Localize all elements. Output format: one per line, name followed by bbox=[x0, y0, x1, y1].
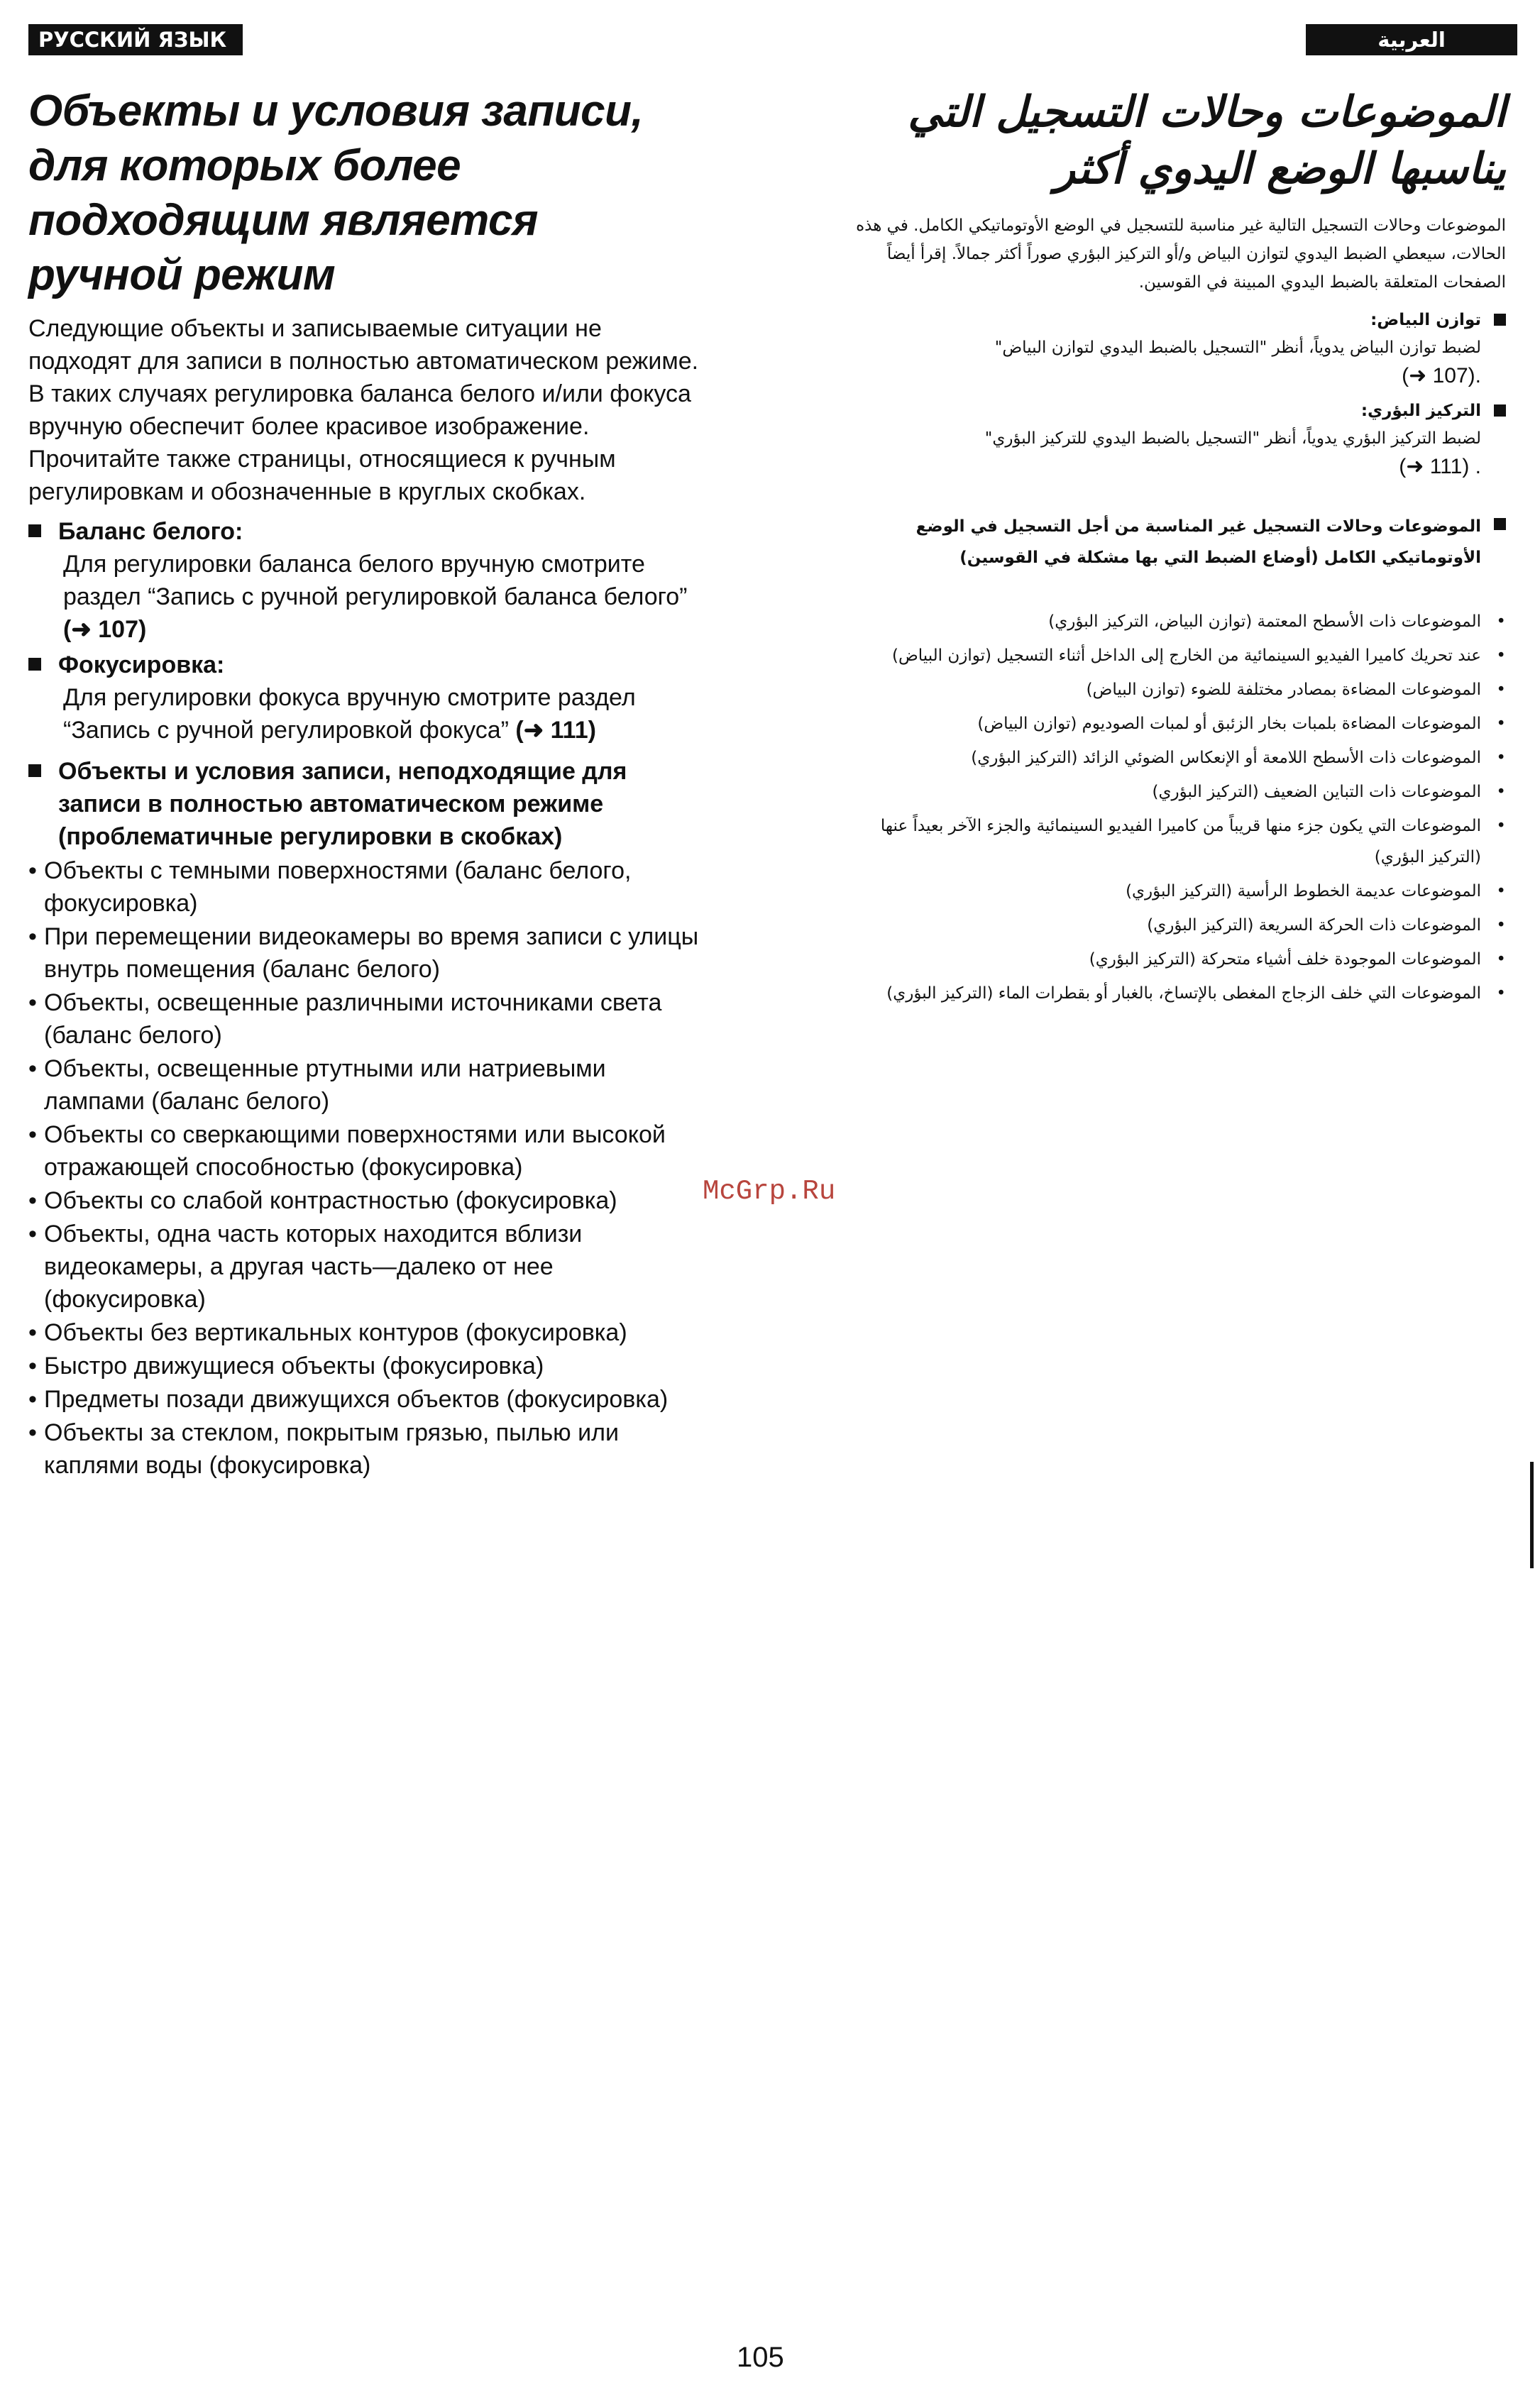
ru-title-line: Объекты и условия записи, bbox=[28, 87, 644, 136]
ar-focus-title: التركيز البؤري: bbox=[1360, 402, 1481, 420]
ru-focus-body bbox=[28, 681, 710, 747]
ar-problem-title: الموضوعات وحالات التسجيل غير المناسبة من أجل التسجيل في الوضع الأوتوماتيكي الكامل (أوضاع الضبط التي بها مشكلة في القوسين) bbox=[915, 517, 1481, 567]
russian-column bbox=[28, 84, 710, 1482]
list-item: • Объекты за стеклом, покрытым грязью, пылью или каплями воды (фокусировка) bbox=[28, 1416, 710, 1482]
ru-problem-heading bbox=[28, 755, 710, 853]
ru-page-title bbox=[28, 84, 710, 302]
square-bullet-icon bbox=[28, 524, 41, 537]
ar-white-balance-text: لضبط توازن البياض يدوياً، أنظر "التسجيل بالضبط اليدوي لتوازن البياض" bbox=[994, 338, 1481, 357]
ru-white-balance-body bbox=[28, 548, 710, 646]
ru-focus-heading bbox=[28, 649, 710, 681]
language-tab-russian: РУССКИЙ ЯЗЫК bbox=[28, 24, 243, 55]
ru-title-line: для которых более bbox=[28, 141, 461, 190]
square-bullet-icon bbox=[28, 764, 41, 777]
ru-title-line: ручной режим bbox=[28, 250, 336, 299]
list-item: • Объекты со слабой контрастностью (фокусировка) bbox=[28, 1184, 710, 1217]
square-bullet-icon bbox=[1494, 404, 1506, 417]
ar-page-title bbox=[825, 84, 1506, 197]
list-item: • Объекты с темными поверхностями (баланс белого, фокусировка) bbox=[28, 854, 710, 920]
list-item: • عند تحريك كاميرا الفيديو السينمائية من الخارج إلى الداخل أثناء التسجيل (توازن البياض) bbox=[825, 640, 1506, 671]
list-item: • Быстро движущиеся объекты (фокусировка) bbox=[28, 1350, 710, 1382]
list-item: • الموضوعات الموجودة خلف أشياء متحركة (التركيز البؤري) bbox=[825, 944, 1506, 975]
ru-white-balance-page-ref: (➜ 107) bbox=[63, 616, 147, 643]
ar-title-line: يناسبها الوضع اليدوي أكثر bbox=[1055, 144, 1506, 194]
ar-white-balance-body bbox=[825, 334, 1506, 392]
list-item: • الموضوعات ذات الحركة السريعة (التركيز البؤري) bbox=[825, 910, 1506, 941]
list-item: • Объекты, освещенные ртутными или натриевыми лампами (баланс белого) bbox=[28, 1052, 710, 1118]
list-item: • При перемещении видеокамеры во время записи с улицы внутрь помещения (баланс белого) bbox=[28, 920, 710, 986]
arabic-column bbox=[825, 84, 1506, 1012]
list-item: • Объекты без вертикальных контуров (фокусировка) bbox=[28, 1316, 710, 1349]
list-item: • Предметы позади движущихся объектов (фокусировка) bbox=[28, 1383, 710, 1416]
ru-problem-title: Объекты и условия записи, неподходящие для записи в полностью автоматическом режиме (проблематичные регулировки в скобках) bbox=[58, 758, 627, 850]
list-item: • الموضوعات ذات الأسطح المعتمة (توازن البياض، التركيز البؤري) bbox=[825, 606, 1506, 637]
ru-white-balance-heading bbox=[28, 515, 710, 548]
list-item: • الموضوعات التي يكون جزء منها قريباً من كاميرا الفيديو السينمائية والجزء الآخر بعيداً عنها (التركيز البؤري) bbox=[825, 810, 1506, 873]
ar-white-balance-heading bbox=[825, 307, 1506, 334]
square-bullet-icon bbox=[1494, 518, 1506, 530]
list-item: • الموضوعات عديمة الخطوط الرأسية (التركيز البؤري) bbox=[825, 876, 1506, 907]
ar-focus-text: لضبط التركيز البؤري يدوياً، أنظر "التسجيل بالضبط اليدوي للتركيز البؤري" bbox=[984, 429, 1481, 448]
ru-title-line: подходящим является bbox=[28, 196, 538, 245]
square-bullet-icon bbox=[1494, 314, 1506, 326]
list-item: • الموضوعات التي خلف الزجاج المغطى بالإتساخ، بالغبار أو بقطرات الماء (التركيز البؤري) bbox=[825, 978, 1506, 1009]
ru-problem-list bbox=[28, 854, 710, 1482]
ru-focus-page-ref: (➜ 111) bbox=[515, 717, 596, 744]
ar-focus-page-ref: (➜ 111) . bbox=[1399, 455, 1481, 478]
ar-intro-paragraph: الموضوعات وحالات التسجيل التالية غير مناسبة للتسجيل في الوضع الأوتوماتيكي الكامل. في هذه الحالات، سيعطي الضبط اليدوي لتوازن البياض و/أو التركيز البؤري صوراً أكثر جمالاً. إقرأ أيضاً الصفحات المتعلقة بالضبط اليدوي المبينة في القوسين. bbox=[856, 216, 1506, 292]
list-item: • Объекты, одна часть которых находится вблизи видеокамеры, а другая часть—далеко от нее (фокусировка) bbox=[28, 1218, 710, 1316]
ar-title-line: الموضوعات وحالات التسجيل التي bbox=[908, 87, 1506, 137]
language-tab-arabic: العربية bbox=[1306, 24, 1517, 55]
list-item: • Объекты, освещенные различными источниками света (баланс белого) bbox=[28, 986, 710, 1052]
ar-focus-heading bbox=[825, 397, 1506, 424]
ru-intro-paragraph: Следующие объекты и записываемые ситуации не подходят для записи в полностью автоматическом режиме. В таких случаях регулировка баланса белого и/или фокуса вручную обеспечит более красивое изображение. Прочитайте также страницы, относящиеся к ручным регулировкам и обозначенные в круглых скобках. bbox=[28, 315, 699, 505]
list-item: • الموضوعات المضاءة بلمبات بخار الزئبق أو لمبات الصوديوم (توازن البياض) bbox=[825, 708, 1506, 739]
list-item: • الموضوعات المضاءة بمصادر مختلفة للضوء (توازن البياض) bbox=[825, 674, 1506, 705]
page-number: 105 bbox=[737, 2342, 784, 2373]
ar-focus-body bbox=[825, 424, 1506, 483]
ru-focus-title: Фокусировка: bbox=[58, 651, 225, 678]
list-item: • Объекты со сверкающими поверхностями или высокой отражающей способностью (фокусировка) bbox=[28, 1118, 710, 1184]
ar-white-balance-page-ref: (➜ 107). bbox=[1402, 364, 1481, 387]
list-item: • الموضوعات ذات الأسطح اللامعة أو الإنعكاس الضوئي الزائد (التركيز البؤري) bbox=[825, 742, 1506, 773]
ar-problem-list bbox=[825, 606, 1506, 1009]
ru-white-balance-text: Для регулировки баланса белого вручную смотрите раздел “Запись с ручной регулировкой баланса белого” bbox=[63, 551, 688, 610]
ru-white-balance-title: Баланс белого: bbox=[58, 518, 243, 545]
square-bullet-icon bbox=[28, 658, 41, 671]
list-item: • الموضوعات ذات التباين الضعيف (التركيز البؤري) bbox=[825, 776, 1506, 808]
ru-focus-text: Для регулировки фокуса вручную смотрите раздел “Запись с ручной регулировкой фокуса” bbox=[63, 684, 636, 744]
ar-problem-heading bbox=[825, 511, 1506, 573]
ar-white-balance-title: توازن البياض: bbox=[1370, 311, 1481, 329]
watermark-text: McGrp.Ru bbox=[703, 1176, 836, 1207]
page-edge-marker bbox=[1530, 1462, 1534, 1568]
